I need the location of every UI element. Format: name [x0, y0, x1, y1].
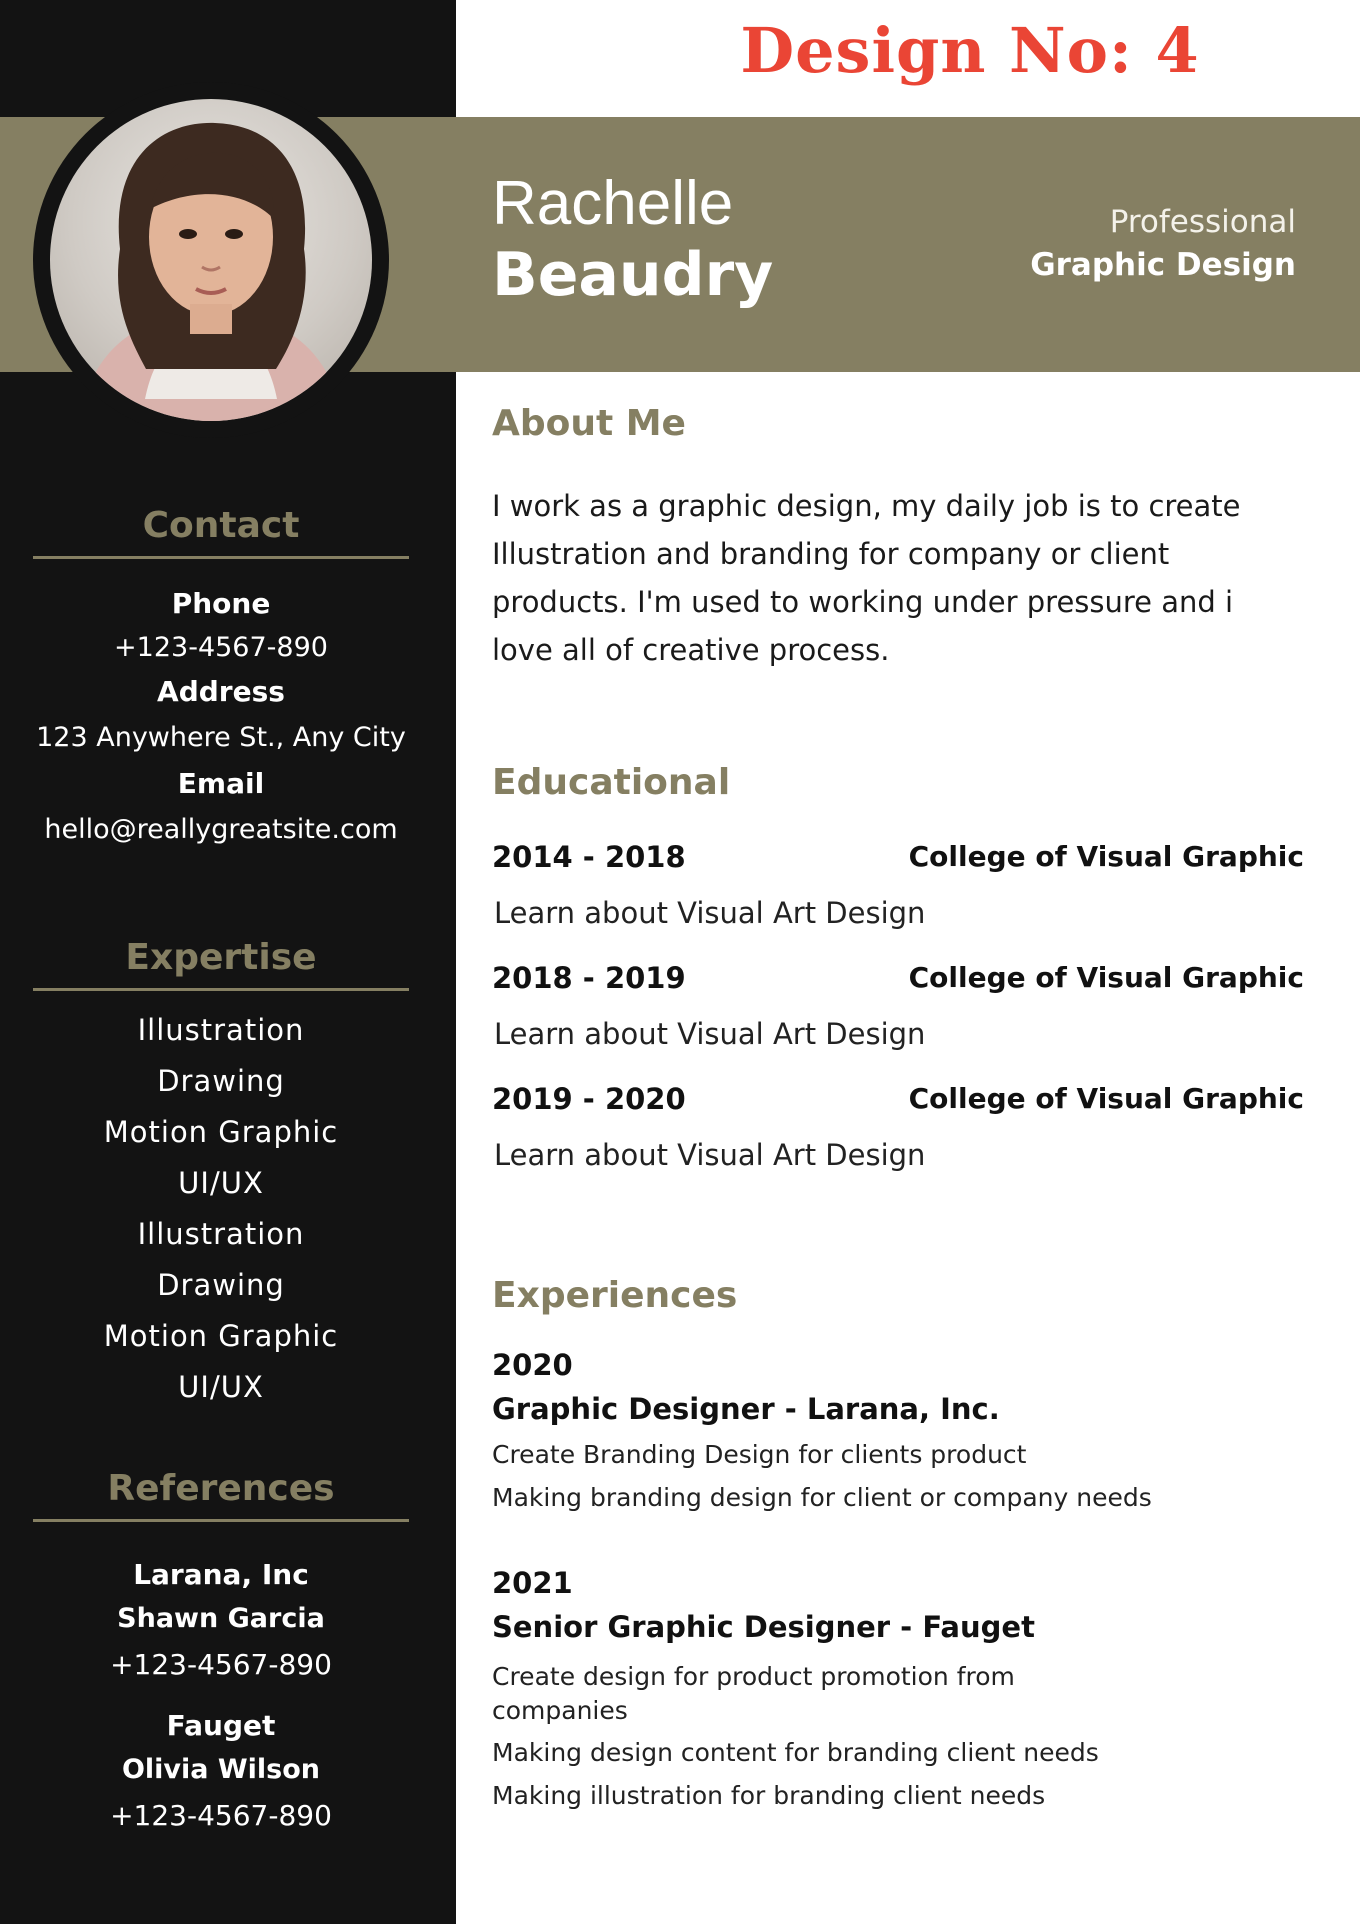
- expertise-item: UI/UX: [178, 1166, 264, 1200]
- reference-person: Olivia Wilson: [121, 1754, 321, 1785]
- experience-line: Making illustration for branding client needs: [492, 1781, 1046, 1810]
- experience-line: Create design for product promotion from companies: [492, 1662, 1015, 1725]
- education-school: College of Visual Graphic: [908, 961, 1304, 994]
- reference-company: Fauget: [166, 1709, 276, 1742]
- experience-year: 2020: [492, 1348, 573, 1382]
- reference-phone: +123-4567-890: [110, 1648, 332, 1681]
- phone-label: Phone: [171, 587, 271, 620]
- education-years: 2018 - 2019: [492, 961, 686, 995]
- expertise-item: Illustration: [137, 1013, 305, 1047]
- expertise-item: Motion Graphic: [103, 1115, 339, 1149]
- contact-heading: Contact: [33, 505, 409, 559]
- education-desc: Learn about Visual Art Design: [494, 896, 926, 930]
- email-label: Email: [177, 767, 265, 800]
- expertise-item: Motion Graphic: [103, 1319, 339, 1353]
- design-number-title: Design No: 4: [740, 14, 1200, 87]
- address-label: Address: [157, 675, 285, 708]
- expertise-item: UI/UX: [178, 1370, 264, 1404]
- experience-title: Graphic Designer - Larana, Inc.: [492, 1392, 1000, 1426]
- references-section: [33, 1468, 409, 1832]
- experience-entry: [492, 1566, 1312, 1810]
- address-value: 123 Anywhere St., Any City: [36, 722, 406, 753]
- experience-heading: Experiences: [492, 1275, 738, 1316]
- experience-line: Making design content for branding client needs: [492, 1738, 1099, 1767]
- about-text: I work as a graphic design, my daily job is to create Illustration and branding for company or client products. I'm used to working under pressure and i love all of creative process.: [492, 489, 1241, 667]
- email-value: hello@reallygreatsite.com: [44, 814, 398, 845]
- expertise-item: Drawing: [157, 1268, 285, 1302]
- reference-phone: +123-4567-890: [110, 1799, 332, 1832]
- expertise-item: Drawing: [157, 1064, 285, 1098]
- education-years: 2014 - 2018: [492, 840, 686, 874]
- experience-line: Making branding design for client or company needs: [492, 1483, 1152, 1512]
- role-title: Graphic Design: [1030, 247, 1296, 283]
- education-heading: Educational: [492, 762, 731, 803]
- education-desc: Learn about Visual Art Design: [494, 1017, 926, 1051]
- contact-section: [33, 505, 409, 845]
- expertise-list: [33, 1005, 409, 1413]
- expertise-section: [33, 937, 409, 1413]
- experience-year: 2021: [492, 1566, 573, 1600]
- expertise-item: Illustration: [137, 1217, 305, 1251]
- education-desc: Learn about Visual Art Design: [494, 1138, 926, 1172]
- experience-entry: [492, 1348, 1312, 1512]
- reference-person: Shawn Garcia: [117, 1603, 325, 1634]
- profile-photo: [50, 99, 372, 421]
- expertise-heading: Expertise: [33, 937, 409, 991]
- portrait-illustration: [50, 99, 372, 421]
- education-school: College of Visual Graphic: [908, 840, 1304, 873]
- role-prefix: Professional: [1109, 204, 1296, 240]
- experience-line: Create Branding Design for clients product: [492, 1440, 1027, 1469]
- first-name: Rachelle: [492, 169, 734, 238]
- about-heading: About Me: [492, 403, 686, 444]
- education-years: 2019 - 2020: [492, 1082, 686, 1116]
- education-school: College of Visual Graphic: [908, 1082, 1304, 1115]
- experience-title: Senior Graphic Designer - Fauget: [492, 1610, 1035, 1644]
- phone-value: +123-4567-890: [114, 632, 328, 663]
- last-name: Beaudry: [492, 240, 774, 310]
- reference-company: Larana, Inc: [133, 1558, 309, 1591]
- references-heading: References: [33, 1468, 409, 1522]
